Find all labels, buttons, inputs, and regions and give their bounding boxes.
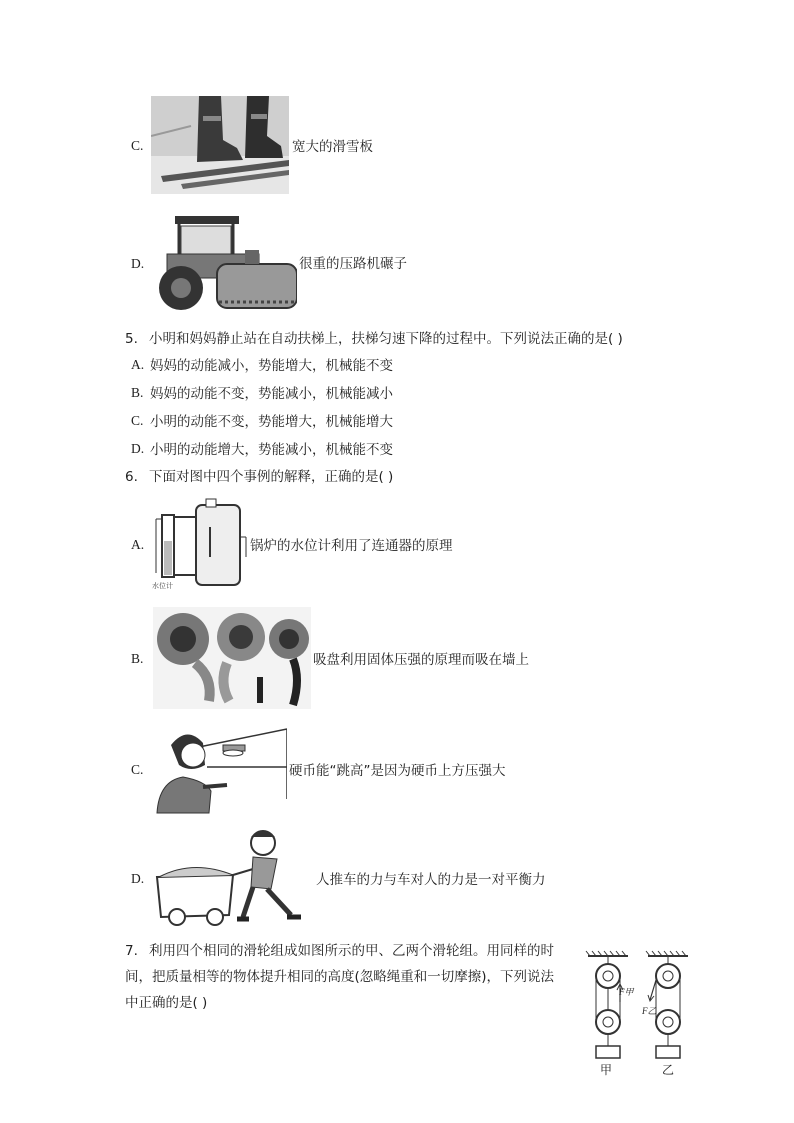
q5-number: 5. bbox=[125, 331, 138, 347]
q7-number: 7. bbox=[125, 943, 138, 959]
q5-option-d-label: D. bbox=[131, 441, 145, 456]
q6-option-d-label: D. bbox=[131, 871, 145, 886]
q6-option-b-text: 吸盘利用固体压强的原理而吸在墙上 bbox=[313, 652, 529, 668]
q5-option-b-text: 妈妈的动能不变，势能减小，机械能减小 bbox=[150, 386, 393, 402]
q4-option-c-text: 宽大的滑雪板 bbox=[292, 139, 373, 155]
q5-option-a-label: A. bbox=[131, 357, 145, 372]
q5-option-c-text: 小明的动能不变，势能增大，机械能增大 bbox=[150, 414, 393, 430]
road-roller-image bbox=[153, 210, 297, 312]
q4-option-c-label: C. bbox=[131, 138, 144, 153]
ski-boots-image bbox=[151, 96, 289, 194]
q4-option-d-text: 很重的压路机碾子 bbox=[299, 256, 407, 272]
q5-option-b-label: B. bbox=[131, 385, 144, 400]
pulley-label-jia: 甲 bbox=[600, 1063, 613, 1077]
q6-option-d-text: 人推车的力与车对人的力是一对平衡力 bbox=[316, 872, 546, 888]
force-label-yi: F乙 bbox=[642, 1006, 657, 1016]
q6-option-a-label: A. bbox=[131, 537, 145, 552]
pulley-systems-figure bbox=[584, 950, 696, 1072]
boy-pushing-cart-image bbox=[153, 829, 315, 927]
q5-option-c-label: C. bbox=[131, 413, 144, 428]
q6-option-c-label: C. bbox=[131, 762, 144, 777]
boiler-water-gauge-image bbox=[152, 497, 248, 593]
water-gauge-caption: 水位计 bbox=[152, 582, 173, 590]
q5-stem: 小明和妈妈静止站在自动扶梯上，扶梯匀速下降的过程中。下列说法正确的是( ) bbox=[149, 331, 623, 347]
q4-option-d-label: D. bbox=[131, 256, 145, 271]
force-label-jia: F甲 bbox=[619, 987, 634, 997]
q5-option-a-text: 妈妈的动能减小，势能增大，机械能不变 bbox=[150, 358, 393, 374]
q7-stem bbox=[125, 938, 579, 1016]
q5-option-d-text: 小明的动能增大，势能减小，机械能不变 bbox=[150, 442, 393, 458]
q7-stem-line-3: 中正确的是( ) bbox=[125, 995, 208, 1011]
q6-option-b-label: B. bbox=[131, 651, 144, 666]
q7-stem-line-1: 利用四个相同的滑轮组成如图所示的甲、乙两个滑轮组。用同样的时 bbox=[149, 943, 554, 959]
q7-stem-line-2: 间，把质量相等的物体提升相同的高度(忽略绳重和一切摩擦)，下列说法 bbox=[125, 969, 555, 985]
pulley-label-yi: 乙 bbox=[662, 1063, 675, 1077]
coin-jump-image bbox=[153, 725, 287, 815]
suction-cups-image bbox=[153, 607, 311, 709]
q6-option-c-text: 硬币能“跳高”是因为硬币上方压强大 bbox=[289, 763, 506, 779]
q6-number: 6. bbox=[125, 469, 138, 485]
q6-option-a-text: 锅炉的水位计利用了连通器的原理 bbox=[250, 538, 453, 554]
q6-stem: 下面对图中四个事例的解释，正确的是( ) bbox=[149, 469, 394, 485]
